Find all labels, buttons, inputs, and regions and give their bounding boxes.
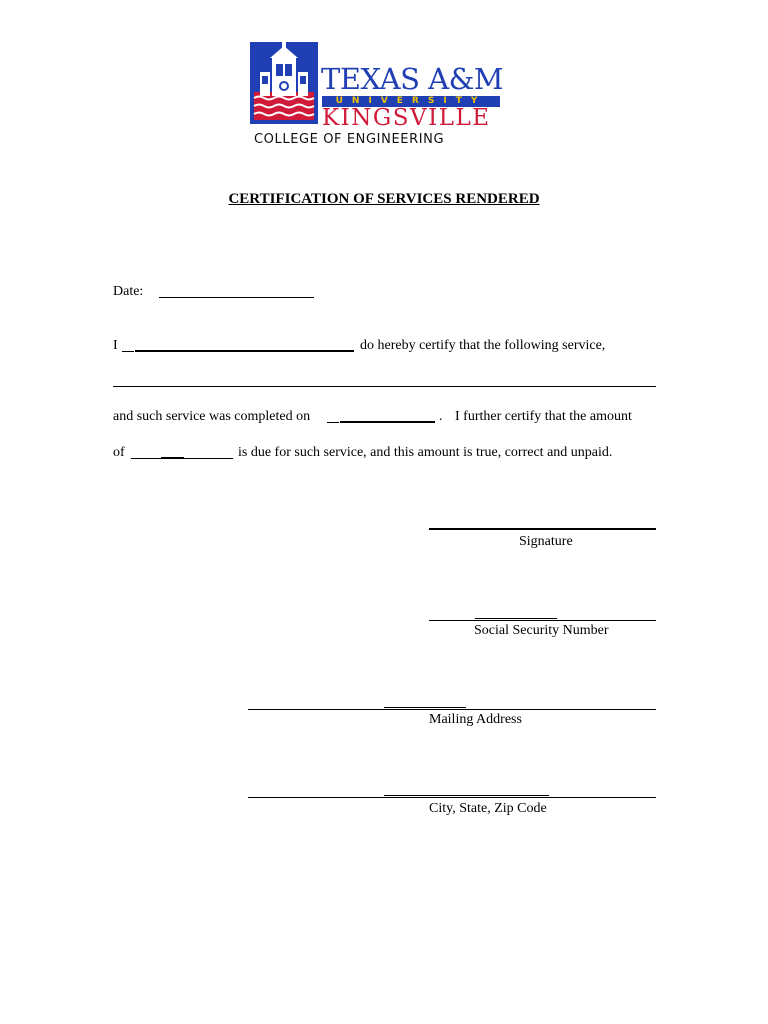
ssn-line[interactable] (429, 620, 656, 621)
clock-tower-icon (250, 42, 318, 124)
name-field-lead (122, 351, 134, 352)
city-state-zip-line[interactable] (248, 797, 656, 798)
document-title (0, 191, 768, 208)
mailing-address-accent (384, 707, 466, 708)
name-field[interactable] (135, 350, 354, 352)
completed-text: and such service was completed on (113, 409, 311, 424)
amount-field[interactable] (161, 457, 184, 459)
signature-label: Signature (519, 534, 573, 549)
ssn-line-accent (475, 618, 557, 619)
completed-date-field[interactable] (340, 421, 435, 423)
date-field[interactable] (159, 297, 314, 298)
logo-university-band: UNIVERSITY (322, 96, 500, 107)
university-logo (250, 42, 510, 152)
amount-text: is due for such service, and this amount is true, correct and unpaid. (238, 445, 613, 460)
mailing-address-label: Mailing Address (429, 712, 522, 727)
certify-text: do hereby certify that the following service, (360, 338, 606, 353)
logo-kingsville: KINGSVILLE (322, 105, 491, 131)
service-description-field[interactable] (113, 386, 656, 387)
city-state-zip-label: City, State, Zip Code (429, 801, 547, 816)
ssn-label: Social Security Number (474, 623, 609, 638)
completed-period: . (439, 409, 443, 424)
completed-date-lead (327, 422, 339, 423)
amount-prefix: of (113, 445, 125, 460)
completed-text-2: I further certify that the amount (455, 409, 632, 424)
date-label: Date: (113, 284, 144, 299)
city-state-zip-accent (384, 795, 549, 796)
logo-college-of-engineering: COLLEGE OF ENGINEERING (254, 132, 445, 147)
signature-line[interactable] (429, 528, 656, 530)
mailing-address-line[interactable] (248, 709, 656, 710)
amount-field-tail (184, 458, 233, 459)
document-title-text: CERTIFICATION OF SERVICES RENDERED (228, 191, 540, 207)
amount-field-lead (131, 458, 161, 459)
certify-prefix: I (113, 338, 118, 353)
logo-texas-am: TEXAS A&M (321, 62, 504, 96)
